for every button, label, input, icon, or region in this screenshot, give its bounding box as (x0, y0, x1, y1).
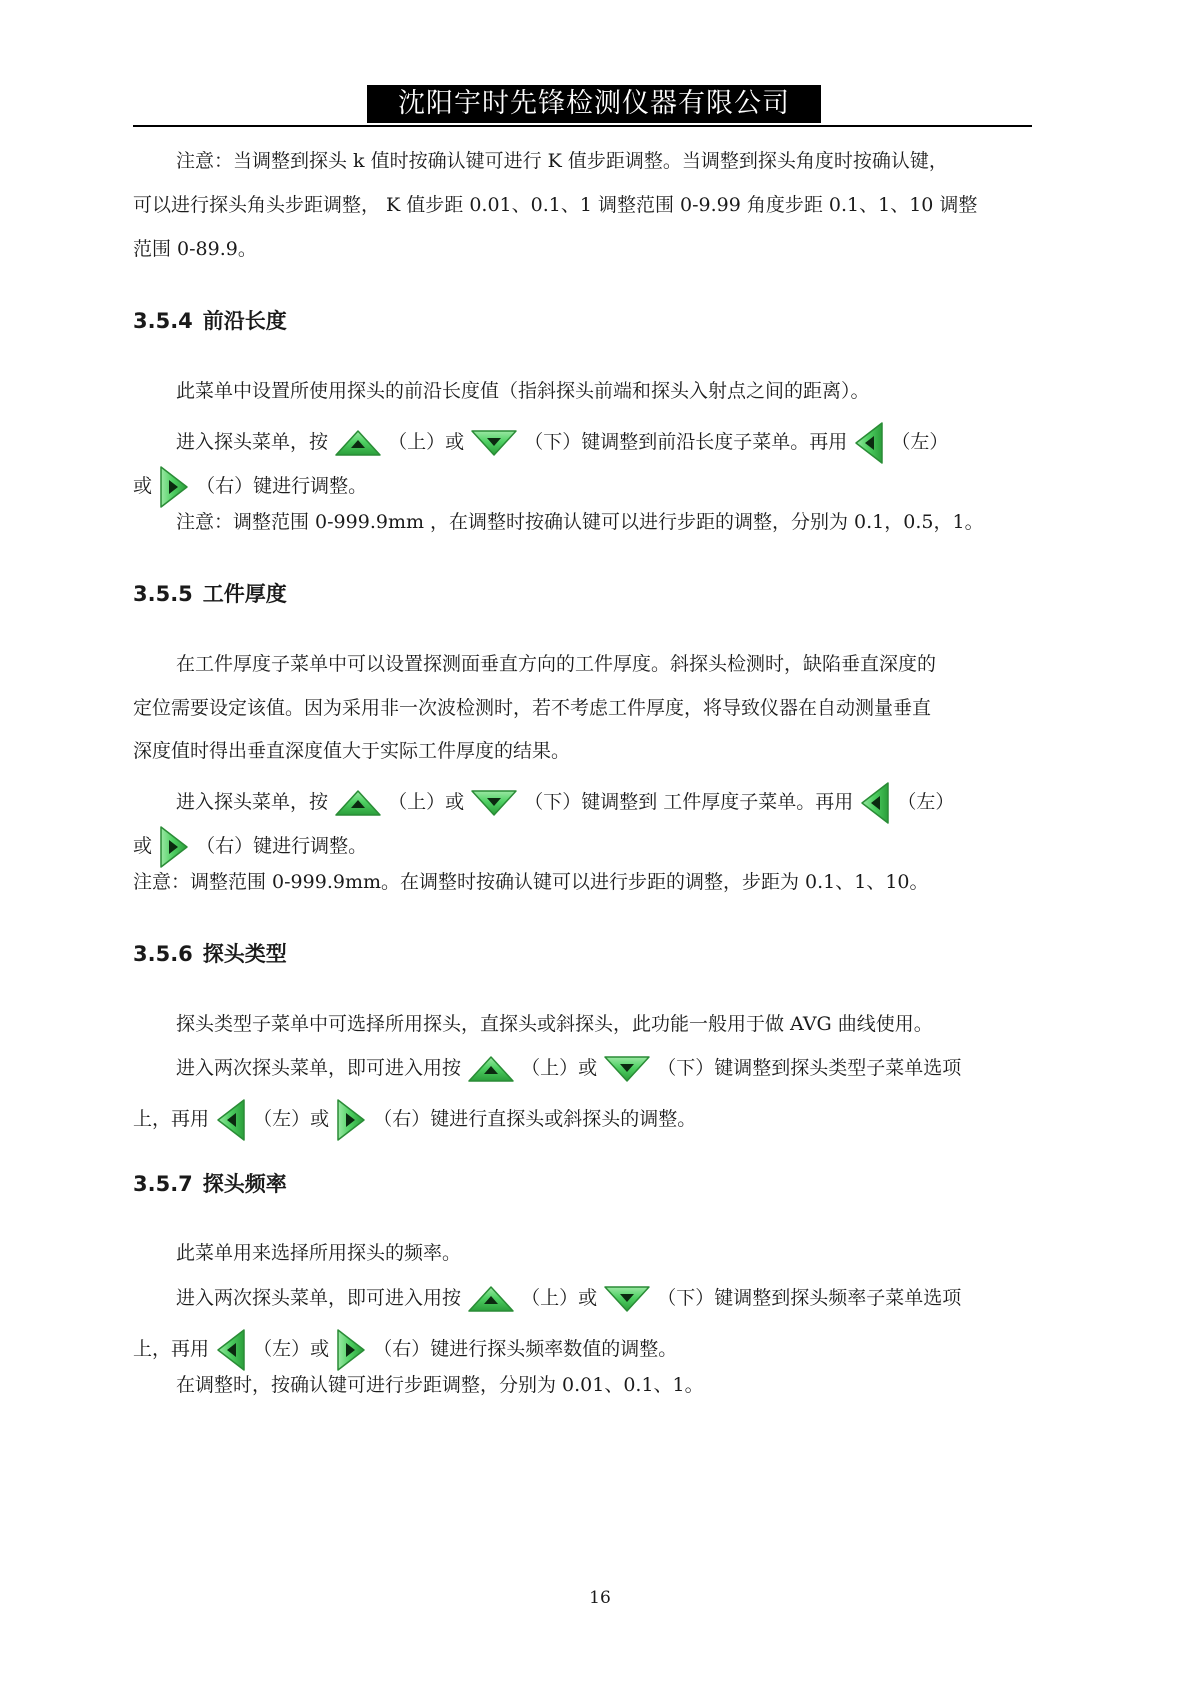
note: 注意：调整范围 0-999.9mm ，在调整时按确认键可以进行步距的调整，分别为 0.1，0.5，1。 (176, 511, 984, 533)
section-heading-3-5-4 (133, 307, 287, 335)
text-run: （左）或 (253, 1108, 330, 1130)
text-run: 或 (133, 835, 153, 857)
text-run: 进入探头菜单，按 (176, 431, 329, 453)
down-arrow-key-icon (603, 1284, 651, 1314)
text-run: （下）键调整到探头类型子菜单选项 (657, 1057, 962, 1079)
section-number: 3.5.7 (133, 1172, 193, 1196)
up-arrow-key-icon (334, 428, 382, 458)
section-heading-3-5-6 (133, 940, 287, 968)
left-arrow-key-icon (215, 1328, 247, 1372)
paragraph: 此菜单中设置所使用探头的前沿长度值（指斜探头前端和探头入射点之间的距离）。 (176, 380, 870, 402)
text-run: （左） (897, 791, 955, 813)
text-run: 进入两次探头菜单，即可进入用按 (176, 1287, 462, 1309)
text-run: 进入两次探头菜单，即可进入用按 (176, 1057, 462, 1079)
key-instruction-line (176, 1284, 1076, 1314)
left-arrow-key-icon (215, 1098, 247, 1142)
paragraph-line: 定位需要设定该值。因为采用非一次波检测时，若不考虑工件厚度，将导致仪器在自动测量垂直 (133, 697, 932, 719)
key-instruction-line (176, 1054, 1076, 1084)
key-instruction-line (133, 825, 1033, 869)
text-run: （左）或 (253, 1338, 330, 1360)
text-run: （上）或 (388, 791, 465, 813)
intro-line-3: 范围 0-89.9。 (133, 238, 257, 260)
company-title: 沈阳宇时先锋检测仪器有限公司 (367, 85, 821, 123)
section-title: 工件厚度 (202, 582, 287, 606)
section-title: 前沿长度 (202, 309, 287, 333)
key-instruction-line (176, 781, 1076, 825)
left-arrow-key-icon (859, 781, 891, 825)
paragraph-line: 深度值时得出垂直深度值大于实际工件厚度的结果。 (133, 740, 571, 762)
up-arrow-key-icon (467, 1054, 515, 1084)
intro-line-2: 可以进行探头角头步距调整， K 值步距 0.01、0.1、1 调整范围 0-9.99 角度步距 0.1、1、10 调整 (133, 194, 978, 216)
paragraph: 在调整时，按确认键可进行步距调整，分别为 0.01、0.1、1。 (176, 1374, 704, 1396)
section-number: 3.5.6 (133, 942, 193, 966)
left-arrow-key-icon (853, 421, 885, 465)
note: 注意：调整范围 0-999.9mm。在调整时按确认键可以进行步距的调整，步距为 0.1、1、10。 (133, 871, 929, 893)
paragraph: 探头类型子菜单中可选择所用探头，直探头或斜探头，此功能一般用于做 AVG 曲线使用。 (176, 1013, 933, 1035)
page-header (133, 85, 1032, 127)
right-arrow-key-icon (335, 1098, 367, 1142)
key-instruction-line (176, 421, 1076, 465)
text-run: （上）或 (521, 1287, 598, 1309)
section-title: 探头频率 (202, 1172, 287, 1196)
text-run: （下）键调整到前沿长度子菜单。再用 (524, 431, 848, 453)
section-number: 3.5.5 (133, 582, 193, 606)
text-run: （下）键调整到 工件厚度子菜单。再用 (524, 791, 854, 813)
down-arrow-key-icon (603, 1054, 651, 1084)
text-run: （上）或 (388, 431, 465, 453)
text-run: （左） (891, 431, 949, 453)
text-run: （右）键进行直探头或斜探头的调整。 (373, 1108, 697, 1130)
right-arrow-key-icon (158, 465, 190, 509)
right-arrow-key-icon (335, 1328, 367, 1372)
paragraph-line: 在工件厚度子菜单中可以设置探测面垂直方向的工件厚度。斜探头检测时，缺陷垂直深度的 (176, 653, 937, 675)
down-arrow-key-icon (470, 788, 518, 818)
text-run: （右）键进行探头频率数值的调整。 (373, 1338, 678, 1360)
section-title: 探头类型 (202, 942, 287, 966)
text-run: 上，再用 (133, 1108, 210, 1130)
down-arrow-key-icon (470, 428, 518, 458)
page-number: 16 (589, 1588, 611, 1608)
text-run: （右）键进行调整。 (196, 475, 368, 497)
up-arrow-key-icon (467, 1284, 515, 1314)
section-heading-3-5-5 (133, 580, 287, 608)
paragraph: 此菜单用来选择所用探头的频率。 (176, 1242, 462, 1264)
intro-line-1: 注意：当调整到探头 k 值时按确认键可进行 K 值步距调整。当调整到探头角度时按确认键， (176, 150, 948, 172)
text-run: （右）键进行调整。 (196, 835, 368, 857)
right-arrow-key-icon (158, 825, 190, 869)
key-instruction-line (133, 1328, 1033, 1372)
text-run: 上，再用 (133, 1338, 210, 1360)
text-run: （下）键调整到探头频率子菜单选项 (657, 1287, 962, 1309)
text-run: （上）或 (521, 1057, 598, 1079)
section-number: 3.5.4 (133, 309, 193, 333)
up-arrow-key-icon (334, 788, 382, 818)
text-run: 或 (133, 475, 153, 497)
key-instruction-line (133, 1098, 1033, 1142)
key-instruction-line (133, 465, 1033, 509)
text-run: 进入探头菜单，按 (176, 791, 329, 813)
section-heading-3-5-7 (133, 1170, 287, 1198)
